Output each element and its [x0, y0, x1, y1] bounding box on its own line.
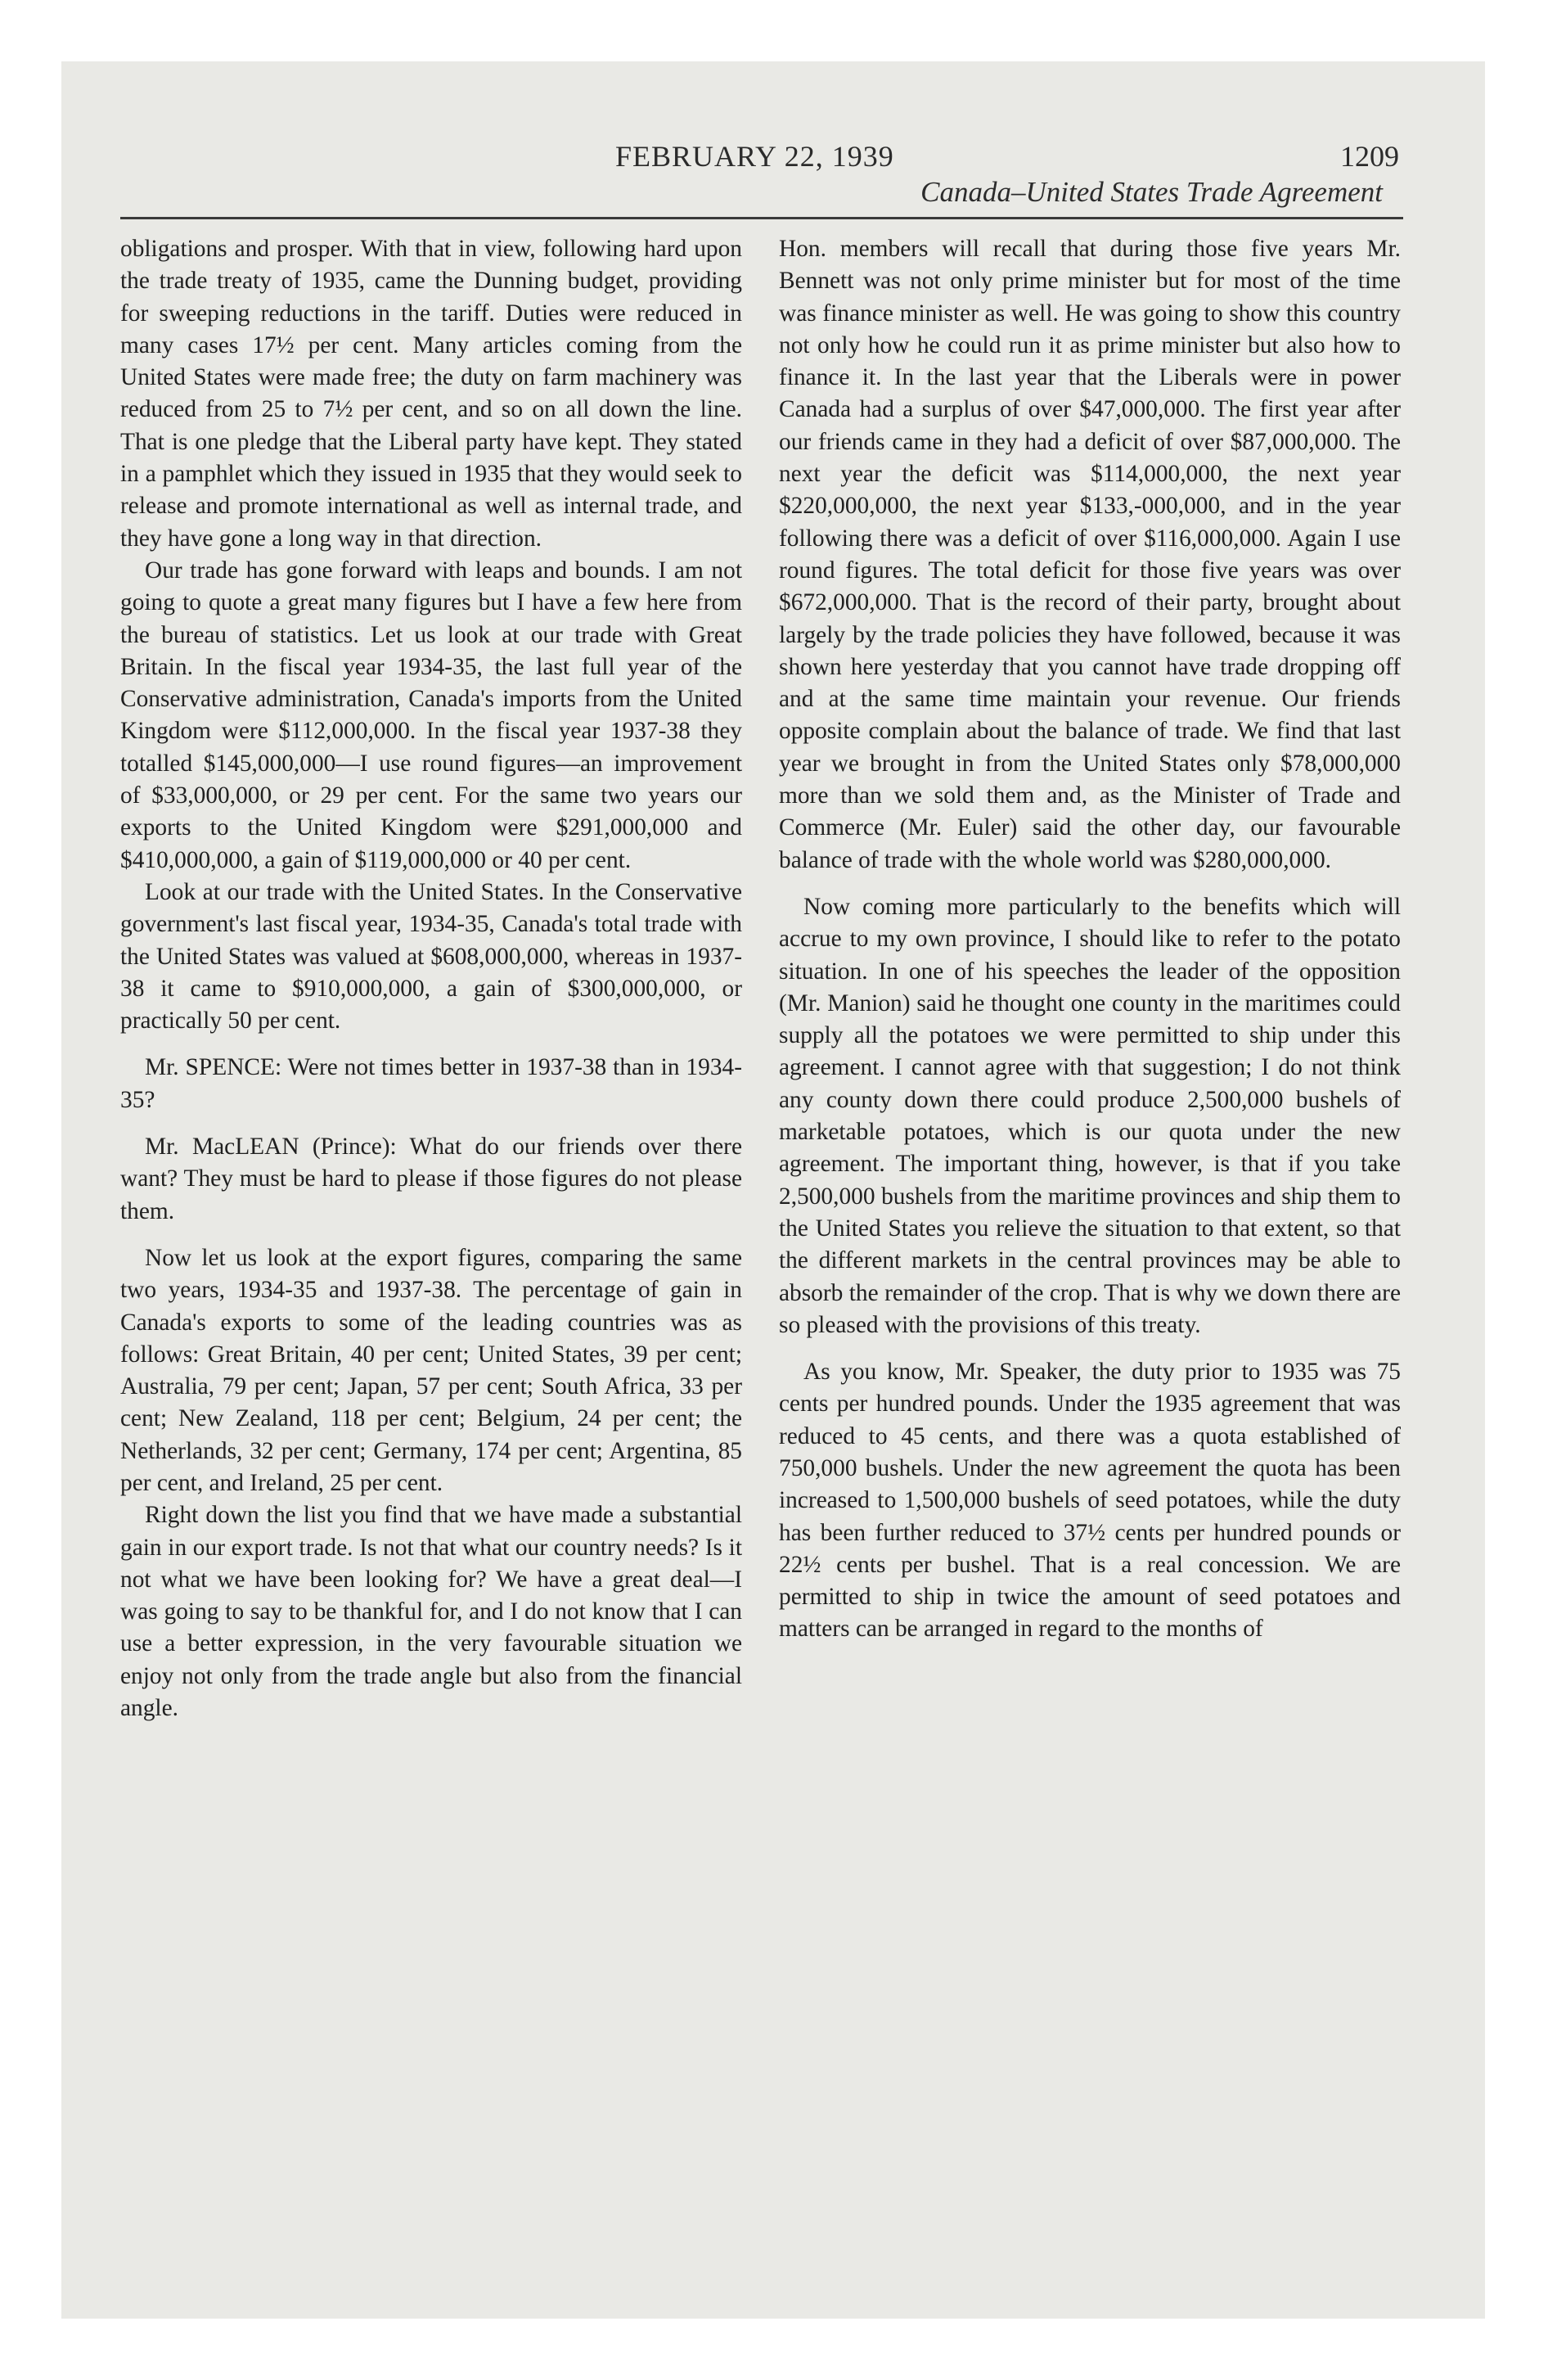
page-number: 1209 [1340, 140, 1399, 173]
right-column [779, 233, 1401, 2181]
paragraph-speaker-spence: Mr. SPENCE: Were not times better in 1937-38 than in 1934-35? [120, 1054, 742, 1113]
header-subject: Canada–United States Trade Agreement [920, 176, 1383, 208]
paragraph: Look at our trade with the United States. In the Conservative government's last fiscal year, 1934-35, Canada's total trade with the United States was valued at $608,000,000, whereas in 1937-38 it came to $910,000,000, a gain of $300,000,000, or practically 50 per cent. [120, 878, 742, 1034]
paragraph: Right down the list you find that we have made a substantial gain in our export trade. Is not that what our country needs? Is it not what we have been looking for? We have a great deal—I was going to say to be thankful for, and I do not know that I can use a better expression, in the very favourable situation we enjoy not only from the trade angle but also from the financial angle. [120, 1502, 742, 1722]
header-rule [120, 217, 1403, 219]
page-header [120, 139, 1399, 213]
paragraph: Our trade has gone forward with leaps and bounds. I am not going to quote a great many figures but I have a few here from the bureau of statistics. Let us look at our trade with Great Britain. In the fiscal year 1934-35, the last full year of the Conservative administration, Canada's imports from the United Kingdom were $112,000,000. In the fiscal year 1937-38 they totalled $145,000,000—I use round figures—an improvement of $33,000,000, or 29 per cent. For the same two years our exports to the United Kingdom were $291,000,000 and $410,000,000, a gain of $119,000,000 or 40 per cent. [120, 557, 742, 873]
paragraph-speaker-maclean: Mr. MacLEAN (Prince): What do our friends over there want? They must be hard to please if those figures do not please them. [120, 1134, 742, 1224]
paragraph: obligations and prosper. With that in view, following hard upon the trade treaty of 1935, came the Dunning budget, providing for sweeping reductions in the tariff. Duties were reduced in many cases 17½ per cent. Many articles coming from the United States were made free; the duty on farm machinery was reduced from 25 to 7½ per cent, and so on all down the line. That is one pledge that the Liberal party have kept. They stated in a pamphlet which they issued in 1935 that they would seek to release and promote international as well as internal trade, and they have gone a long way in that direction. [120, 236, 742, 552]
paragraph: Now let us look at the export figures, comparing the same two years, 1934-35 and 1937-38. The percentage of gain in Canada's exports to some of the leading countries was as follows: Great Britain, 40 per cent; United States, 39 per cent; Australia, 79 per cent; Japan, 57 per cent; South Africa, 33 per cent; New Zealand, 118 per cent; Belgium, 24 per cent; the Netherlands, 32 per cent; Germany, 174 per cent; Argentina, 85 per cent, and Ireland, 25 per cent. [120, 1244, 742, 1496]
paragraph: As you know, Mr. Speaker, the duty prior to 1935 was 75 cents per hundred pounds. Under the 1935 agreement that was reduced to 45 cents, and there was a quota established of 750,000 bushels. Under the new agreement the quota has been increased to 1,500,000 bushels of seed potatoes, while the duty has been further reduced to 37½ cents per hundred pounds or 22½ cents per bushel. That is a real concession. We are permitted to ship in twice the amount of seed potatoes and matters can be arranged in regard to the months of [779, 1359, 1401, 1643]
paragraph: Hon. members will recall that during those five years Mr. Bennett was not only prime minister but for most of the time was finance minister as well. He was going to show this country not only how he could run it as prime minister but also how to finance it. In the last year that the Liberals were in power Canada had a surplus of over $47,000,000. The first year after our friends came in they had a deficit of over $87,000,000. The next year the deficit was $114,000,000, the next year $220,000,000, the next year $133,-000,000, and in the year following there was a deficit of over $116,000,000. Again I use round figures. The total deficit for those five years was over $672,000,000. That is the record of their party, brought about largely by the trade policies they have followed, because it was shown here yesterday that you cannot have trade dropping off and at the same time maintain your revenue. Our friends opposite complain about the balance of trade. We find that last year we brought in from the United States only $78,000,000 more than we sold them and, as the Minister of Trade and Commerce (Mr. Euler) said the other day, our favourable balance of trade with the whole world was $280,000,000. [779, 236, 1401, 873]
left-column [120, 233, 742, 2181]
header-date: FEBRUARY 22, 1939 [615, 140, 894, 173]
paragraph: Now coming more particularly to the benefits which will accrue to my own province, I should like to refer to the potato situation. In one of his speeches the leader of the opposition (Mr. Manion) said he thought one county in the maritimes could supply all the potatoes we were permitted to ship under this agreement. I cannot agree with that suggestion; I do not think any county down there could produce 2,500,000 bushels of marketable potatoes, which is our quota under the new agreement. The important thing, however, is that if you take 2,500,000 bushels from the maritime provinces and ship them to the United States you relieve the situation to that extent, so that the different markets in the central provinces may be able to absorb the remainder of the crop. That is why we down there are so pleased with the provisions of this treaty. [779, 893, 1401, 1338]
